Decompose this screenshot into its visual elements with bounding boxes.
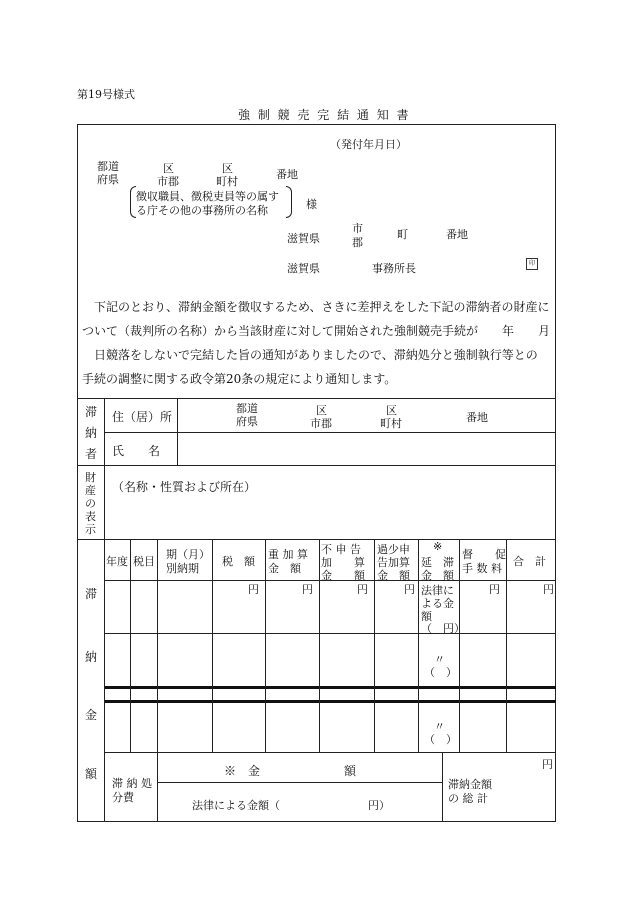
rule-taxpayer-top bbox=[77, 398, 556, 399]
page-title: 強 制 競 売 完 結 通 知 書 bbox=[238, 108, 411, 122]
amount-side-2: 納 bbox=[85, 650, 98, 664]
yen-heavy: 円 bbox=[302, 583, 313, 596]
amount-side-3: 金 bbox=[85, 708, 98, 722]
sender-shi: 市 bbox=[352, 222, 363, 235]
legal-amount-4: （ 円） bbox=[421, 622, 465, 635]
rule-col-delinq bbox=[459, 539, 460, 752]
addressee-office-line2: る庁その他の事務所の名称 bbox=[136, 204, 268, 217]
addressee-banchi: 番地 bbox=[276, 168, 298, 181]
yen-underdecl: 円 bbox=[404, 583, 415, 596]
ditto-paren-row3: （ ） bbox=[424, 733, 457, 746]
yen-demand: 円 bbox=[489, 583, 500, 596]
taxpayer-side-1: 滞 bbox=[85, 405, 98, 419]
legal-amount-3: 額 bbox=[421, 610, 432, 623]
rule-col-period bbox=[212, 539, 213, 752]
rule-row1-bottom bbox=[104, 633, 556, 634]
taxpayer-addr-todoufuken: 都道 府県 bbox=[236, 402, 258, 428]
header-tax-amount: 税 額 bbox=[222, 555, 255, 568]
property-side-4: 表 bbox=[85, 510, 96, 523]
property-side-5: 示 bbox=[85, 523, 96, 536]
sender-gun: 郡 bbox=[352, 236, 363, 249]
form-frame bbox=[77, 124, 556, 822]
taxpayer-addr-banchi: 番地 bbox=[466, 411, 488, 424]
yen-tax-amount: 円 bbox=[248, 583, 259, 596]
header-total: 合 計 bbox=[513, 555, 546, 568]
body-line-2: ついて（裁判所の名称）から当該財産に対して開始された強制競売手続が 年 月 bbox=[82, 324, 551, 338]
rule-property-top bbox=[77, 465, 556, 466]
header-delinq-mark: ※ bbox=[433, 540, 443, 553]
header-heavy-2: 金 額 bbox=[268, 562, 301, 575]
header-underdecl-2: 告加算 bbox=[377, 556, 410, 569]
footer-legal-amount: 法律による金額（ 円） bbox=[192, 799, 390, 812]
taxpayer-addr-chouson: 町村 bbox=[380, 417, 402, 430]
body-line-1: 下記のとおり、滞納金額を徴収するため、さきに差押えをした下記の滞納者の財産に bbox=[94, 300, 550, 314]
property-side-1: 財 bbox=[85, 471, 96, 484]
footer-amount-mark: ※ 金 額 bbox=[224, 764, 357, 778]
fee-label-2: 分費 bbox=[112, 791, 134, 804]
taxpayer-side-3: 者 bbox=[85, 447, 98, 461]
rule-col-nondecl bbox=[374, 539, 375, 752]
sender-machi: 町 bbox=[397, 228, 408, 241]
rule-taxpayer-label bbox=[177, 398, 178, 465]
ditto-row2: 〃 bbox=[434, 653, 445, 666]
addressee-chouson: 町村 bbox=[216, 175, 238, 188]
brace-right bbox=[286, 186, 292, 218]
addressee-todoufuken: 都道 府県 bbox=[97, 160, 119, 186]
header-period-2: 別納期 bbox=[166, 562, 199, 575]
taxpayer-addr-ku: 区 bbox=[316, 404, 327, 417]
rule-col-demand bbox=[506, 539, 507, 752]
header-taxitem: 税目 bbox=[133, 555, 155, 568]
header-underdecl-1: 過少申 bbox=[377, 543, 410, 556]
taxpayer-name-label: 氏 名 bbox=[112, 444, 161, 458]
header-nondecl-1: 不 申 告 bbox=[321, 543, 361, 556]
header-delinq-1: 延 滞 bbox=[421, 556, 454, 569]
rule-thick-2 bbox=[104, 700, 556, 703]
header-nondecl-2: 加 算 bbox=[321, 556, 365, 569]
header-period-1: 期（月） bbox=[166, 548, 210, 561]
header-heavy-1: 重 加 算 bbox=[268, 548, 308, 561]
legal-amount-1: 法律に bbox=[421, 584, 454, 597]
rule-col-underdecl bbox=[418, 539, 419, 752]
rule-col-tax bbox=[265, 539, 266, 752]
rule-side-column bbox=[104, 398, 105, 822]
footer-total-2: の 総 計 bbox=[448, 792, 488, 805]
addressee-ku2: 区 bbox=[222, 162, 233, 175]
sender-pref2: 滋賀県 bbox=[287, 262, 320, 275]
addressee-office-line1: 徴収職員、徴税吏員等の属す bbox=[136, 190, 279, 203]
taxpayer-address-label: 住（居）所 bbox=[112, 410, 173, 424]
header-year: 年度 bbox=[106, 555, 128, 568]
rule-footer-mid bbox=[157, 782, 442, 783]
header-delinq-2: 金 額 bbox=[421, 569, 454, 582]
sender-office-head: 事務所長 bbox=[372, 262, 416, 275]
sender-pref1: 滋賀県 bbox=[287, 232, 320, 245]
addressee-sama: 様 bbox=[306, 198, 317, 211]
taxpayer-addr-shigun: 市郡 bbox=[310, 417, 332, 430]
header-demand-1: 督 促 bbox=[462, 548, 506, 561]
property-side-2: 産 bbox=[85, 484, 96, 497]
ditto-paren-row2: （ ） bbox=[424, 666, 457, 679]
footer-total-1: 滞納金額 bbox=[448, 778, 492, 791]
rule-col-heavy bbox=[319, 539, 320, 752]
rule-footer-top bbox=[104, 752, 556, 753]
amount-side-4: 額 bbox=[85, 767, 98, 781]
rule-col-year bbox=[130, 539, 131, 752]
yen-nondecl: 円 bbox=[357, 583, 368, 596]
amount-side-1: 滞 bbox=[85, 587, 98, 601]
yen-total: 円 bbox=[543, 583, 554, 596]
form-number: 第19号様式 bbox=[77, 88, 135, 101]
rule-taxpayer-mid bbox=[104, 432, 556, 433]
sender-banchi: 番地 bbox=[446, 228, 468, 241]
body-line-4: 手続の調整に関する政令第20条の規定により通知します。 bbox=[82, 372, 397, 386]
fee-label-1: 滞 納 処 bbox=[112, 777, 152, 790]
addressee-ku: 区 bbox=[163, 162, 174, 175]
issue-date: （発付年月日） bbox=[330, 138, 407, 151]
rule-thick-1 bbox=[104, 686, 556, 689]
addressee-shigun: 市郡 bbox=[157, 175, 179, 188]
property-side-3: の bbox=[85, 497, 96, 510]
header-underdecl-3: 金 額 bbox=[377, 569, 410, 582]
rule-footer-total bbox=[442, 752, 443, 822]
rule-amount-top bbox=[77, 539, 556, 540]
rule-col-taxitem bbox=[157, 539, 158, 822]
footer-yen: 円 bbox=[542, 758, 553, 771]
seal-mark: 印 bbox=[526, 258, 538, 270]
body-line-3: 日競落をしないで完結した旨の通知がありましたので、滞納処分と強制執行等との bbox=[94, 348, 538, 362]
ditto-row3: 〃 bbox=[434, 720, 445, 733]
header-nondecl-3: 金 額 bbox=[321, 569, 365, 582]
taxpayer-addr-ku2: 区 bbox=[386, 404, 397, 417]
property-note: （名称・性質および所在） bbox=[112, 480, 257, 494]
header-demand-2: 手 数 料 bbox=[462, 562, 502, 575]
legal-amount-2: よる金 bbox=[421, 597, 454, 610]
taxpayer-side-2: 納 bbox=[85, 426, 98, 440]
